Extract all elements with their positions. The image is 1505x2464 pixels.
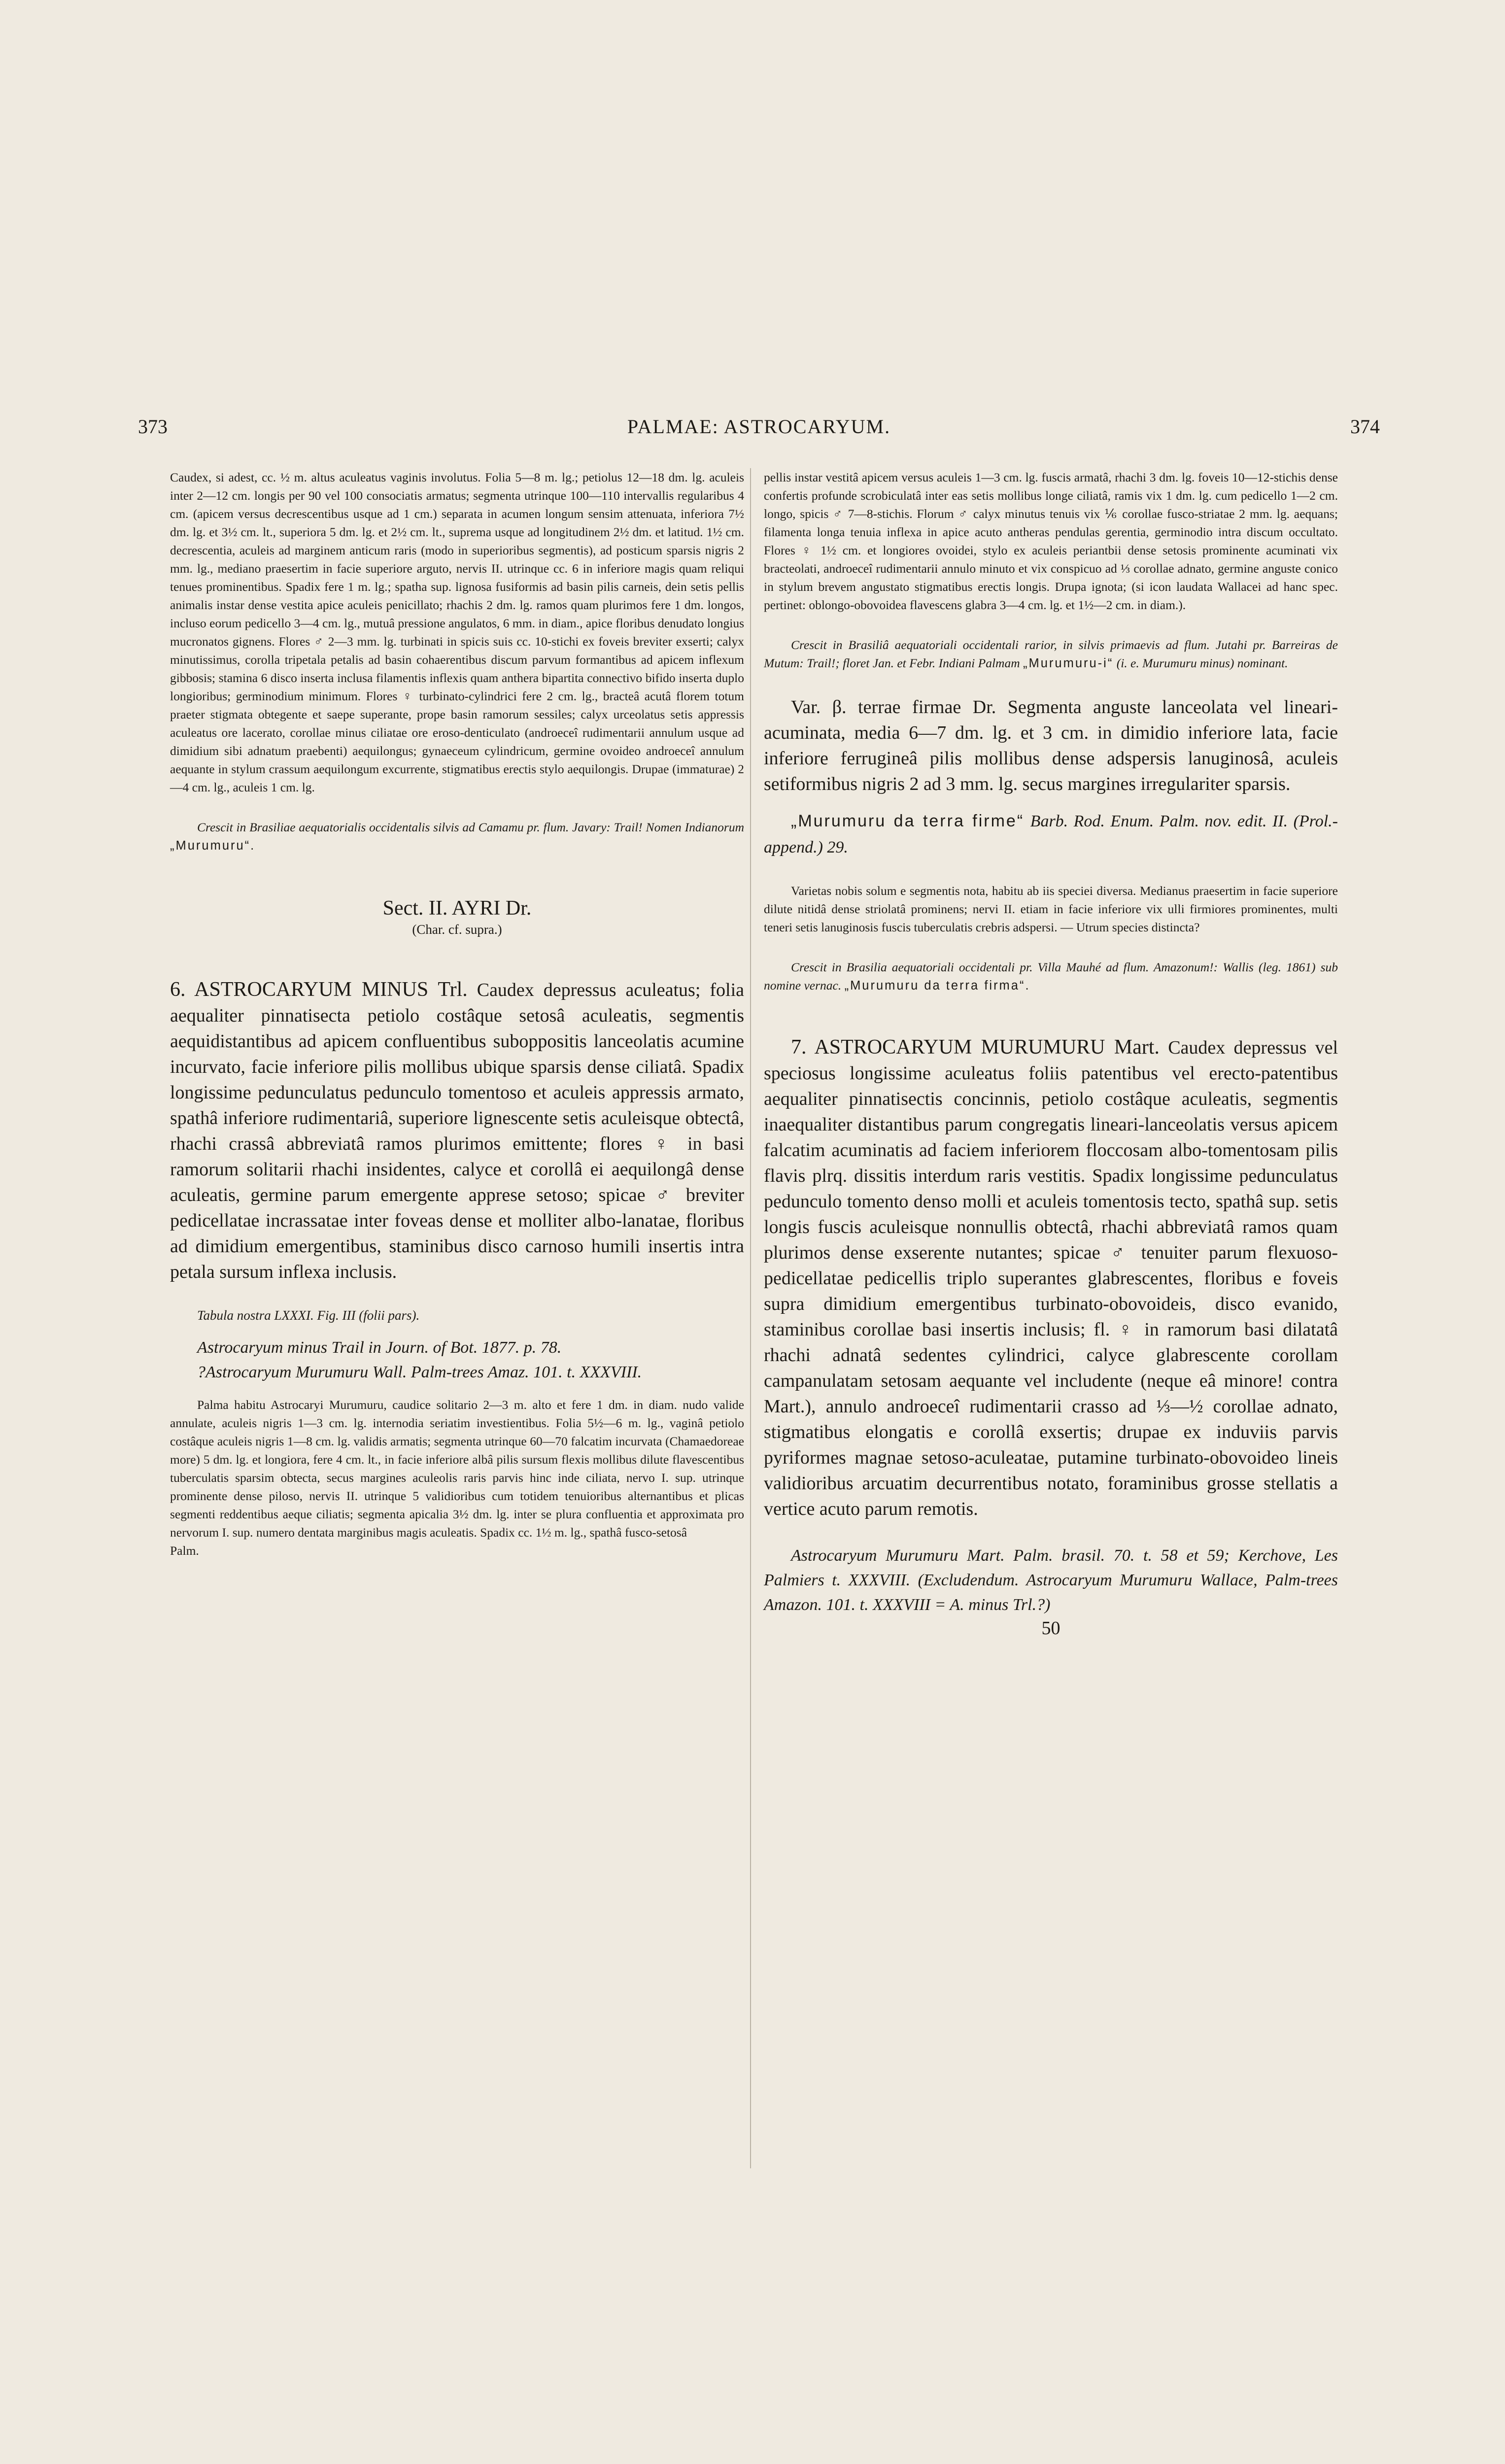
citation-2: ?Astrocaryum Murumuru Wall. Palm-trees Amaz. 101. t. XXXVIII. [197, 1363, 642, 1381]
species-7-citations: Astrocaryum Murumuru Mart. Palm. brasil. 70. t. 58 et 59; Kerchove, Les Palmiers t. XXXVIII. (Excludendum. Astrocaryum Murumuru Wallace, Palm-trees Amazon. 101. t. XXXVIII = A. minus Trl.?) [764, 1546, 1338, 1614]
right-column [764, 468, 1338, 1639]
page-number-left: 373 [138, 415, 168, 438]
vernacular-name-2: „Murumuru da terra firma“. [844, 979, 1030, 992]
species-6-description: Caudex depressus aculeatus; folia aequaliter pinnatisecta petiolo costâque setosâ aculeatis, segmentis aequidistantibus ad apicem confluentibus suboppositis lanceolatis acumine incurvato, facie inferiore pilis mollibus ubique sparsis dense ciliatâ. Spadix longissime pedunculatus pedunculo tomentoso et aculeis appressis armato, spathâ inferiore rudimentariâ, superiore lignescente setis aculeisque obtectâ, rhachi crassâ abbreviatâ ramos plurimos emittente; flores ♀ in basi ramorum solitarii rhachi insidentes, calyce et corollâ ei aequilongâ dense aculeatis, germine parum emergente apprese setoso; spicae ♂ breviter pedicellatae incrassatae inter foveas dense et molliter albo-lanatae, floribus ad dimidium emergentibus, staminibus disco carnoso humili insertis intra petala sursum inflexa inclusis. [170, 980, 745, 1282]
page-header [138, 415, 1380, 449]
species-7-description: Caudex depressus vel speciosus longissime aculeatus foliis patentibus vel erecto-patentibus aequaliter pinnatisectis concinnis, petiolo costâque aculeatis, segmentis inaequaliter distantibus parum congregatis lineari-lanceolatis versus apicem falcatim acuminatis ad faciem inferiorem floccosam albo-tomentosam pilis flavis plrq. dissitis interdum raris vestitis. Spadix longissime pedunculatus pedunculo tomento denso molli et aculeis tomentosis tecto, spathâ sup. setis longis fuscis aculeisque nonnullis obtectâ, rhachi abbreviatâ ramos quam plurimos dense exserente nutantes; spicae ♂ tenuiter parum flexuoso-pedicellatae pedicellis triplo superantes glabrescentes, floribus e foveis supra dimidium emergentibus turbinato-obovoideis, disco evanido, staminibus corollae basi insertis inclusis; fl. ♀ in ramorum basi dilatatâ rhachi adnatâ sedentes cylindrici, calyce glabrescente corollam campanulatam setosam aequante vel includente (neque eâ minore! contra Mart.), annulo androeceî rudimentarii crasso ad ⅓—½ corollae adnato, stigmatibus elongatis e corollâ exsertis; drupae ex induviis parvis pyriformes magnae setoso-aculeatae, putamine turbinato-obovoideo lineis validioribus arcuatim decurrentibus notato, foraminibus grosse stellatis a vertice acuto parum remotis. [764, 1037, 1338, 1519]
column-divider [750, 468, 751, 2168]
locality-paragraph-right [764, 636, 1338, 673]
continued-description: pellis instar vestitâ apicem versus aculeis 1—3 cm. lg. fuscis armatâ, rhachi 3 dm. lg. foveis 10—12-stichis dense confertis profunde scrobiculatâ inter eas setis mollibus longe ciliatâ, ramis vix 1 dm. lg. cum pedicello 1—2 cm. longo, spicis ♂ 7—8-stichis. Florum ♂ calyx minutus tenuis vix ⅙ corollae fusco-striatae 2 mm. lg. aequans; filamenta longa tenuia inflexa in apice acuto antheras pendulas gerentia, germinodio intra discum occultato. Flores ♀ 1½ cm. et longiores ovoidei, stylo ex aculeis periantbii dense setosis prominente acuminati vix bracteolati, androeceî rudimentarii annulo minuto et vix conspicuo ad ⅓ corollae adnato, germine anguste conico in stylum brevem angustato stigmatibus erectis longis. Drupa ignota; (si icon laudata Wallacei ad hanc spec. pertinet: oblongo-obovoidea flavescens glabra 3—4 cm. lg. et 1½—2 cm. in diam.). [764, 470, 1338, 612]
page-footer-right: 50 [1041, 1618, 1060, 1639]
species-7-paragraph [764, 1034, 1338, 1522]
locality-text: Crescit in Brasiliae aequatorialis occidentalis silvis ad Camamu pr. flum. Javary: Trail! Nomen Indianorum [197, 820, 744, 834]
variety-beta: Var. β. terrae firmae Dr. Segmenta anguste lanceolata vel lineari-acuminata, media 6—7 dm. lg. et 3 cm. in dimidio inferiore lata, facie inferiore ferrugineâ pilis mollibus dense adspersis lanuginosâ, aculeis setiformibus nigris 2 ad 3 mm. lg. secus margines irregulariter sparsis. [764, 697, 1338, 794]
caudex-description: Caudex, si adest, cc. ½ m. altus aculeatus vaginis involutus. Folia 5—8 m. lg.; petiolus 12—18 dm. lg. aculeis inter 2—12 cm. longis per 90 vel 100 consociatis armatus; segmenta utrinque 100—110 intervallis regularibus 4 cm. (apicem versus decrescentibus usque ad 1 cm.) separata in acumen longum sensim attenuata, inferiora 7½ dm. lg. et 3½ cm. lt., superiora 5 dm. lg. et 2½ cm. lt., suprema usque ad longitudinem 2½ dm. et latitud. 1½ cm. decrescentia, aculeis ad marginem anticum raris (modo in superioribus segmentis), ad posticum sparsis nigris 2 mm. lg., mediano praesertim in facie superiore arguto, nervis II. utrinque cc. 6 in inferiore magis quam reliqui tenues prominentibus. Spadix fere 1 m. lg.; spatha sup. lignosa fusiformis ad basin pilis carneis, dein setis pellis animalis instar dense vestita apice aculeis penicillato; rhachis 2 dm. lg. ramos quam plurimos fere 1 dm. longos, incluso eorum pedicello 3—4 cm. lg., mutuâ pressione angulatos, 6 mm. in diam., apice floribus denudato longius mucronatos gignens. Flores ♂ 2—3 mm. lg. turbinati in spicis suis cc. 10-stichi ex foveis breviter exserti; calyx minutissimus, corolla tripetala petalis ad basin cohaerentibus discum parvum formantibus ad apicem inflexum gibbosis; stamina 6 disco inserta inclusa filamentis inflexis quam anthera bipartita connectivo bifido inserta duplo longioribus; germinodium minimum. Flores ♀ turbinato-cylindrici fere 2 cm. lg., bracteâ acutâ florem totum praeter stigmata obtegente et saepe superante, prope basin ramorum sessiles; calyx urceolatus setis appressis aculeatus ore lacerato, corollae minus ciliatae ore eroso-denticulato (androeceî rudimentarii annulum usque ad dimidium sibi adnatum praebenti) aequilongus; gynaeceum cylindricum, germine ovoideo androeceî annulum aequante in stylum crassum aequilongum excurrente, stigmatibus erectis stylo aequilongis. Drupae (immaturae) 2—4 cm. lg., aculeis 1 cm. lg. [170, 470, 744, 794]
plate-reference: Tabula nostra LXXXI. Fig. III (folii pars). [197, 1308, 420, 1323]
species-6-paragraph [170, 977, 744, 1285]
running-title: PALMAE: ASTROCARYUM. [627, 415, 891, 438]
section-title: Sect. II. AYRI Dr. [382, 897, 532, 920]
species-6-heading: 6. ASTROCARYUM MINUS Trl. [170, 978, 468, 1001]
locality-paragraph [170, 818, 744, 855]
page-footer-left: Palm. [170, 1543, 199, 1558]
left-column [170, 468, 744, 1560]
citation-1: Astrocaryum minus Trail in Journ. of Bot. 1877. p. 78. [197, 1338, 562, 1357]
page-number-right: 374 [1350, 415, 1380, 438]
section-character: (Char. cf. supra.) [412, 922, 502, 937]
locality-end: (i. e. Murumuru minus) nominant. [1116, 656, 1288, 670]
vernacular-name-right: „Murumuru-i“ [1023, 656, 1114, 670]
variety-citation: Barb. Rod. Enum. Palm. nov. edit. II. (Prol.-append.) 29. [764, 812, 1338, 856]
vernacular-name: „Murumuru“. [170, 839, 256, 853]
variety-citation-paragraph [764, 808, 1338, 860]
species-7-heading: 7. ASTROCARYUM MURUMURU Mart. [791, 1036, 1160, 1059]
variety-notes: Varietas nobis solum e segmentis nota, habitu ab iis speciei diversa. Medianus praesertim in facie superiore dilute nitidâ dense striolatâ prominens; nervi II. etiam in facie inferiore vix ulli firmiores prominentes, multi teneri setis lanuginosis fuscis tuberculatis crebris adspersi. — Utrum species distincta? [764, 884, 1338, 934]
locality-paragraph-2 [764, 958, 1338, 995]
variety-vernacular: „Murumuru da terra firme“ [791, 812, 1025, 830]
locality-text-2: Crescit in Brasilia aequatoriali occidentali pr. Villa Mauhé ad flum. Amazonum!: Wallis (leg. 1861) sub nomine vernac. [764, 960, 1338, 992]
locality-text-right: Crescit in Brasiliâ aequatoriali occidentali rarior, in silvis primaevis ad flum. Jutahi pr. Barreiras de Mutum: Trail!; floret Jan. et Febr. Indiani Palmam [764, 638, 1338, 670]
habit-description: Palma habitu Astrocaryi Murumuru, caudice solitario 2—3 m. alto et fere 1 dm. in diam. nudo valide annulate, aculeis nigris 1—3 cm. lg. internodia seriatim investientibus. Folia 5½—6 m. lg., vaginâ petiolo costâque aculeis nigris 1—8 cm. lg. validis armatis; segmenta utrinque 60—70 falcatim incurvata (Chamaedoreae more) 5 dm. lg. et longiora, fere 4 cm. lt., in facie inferiore albâ pilis sursum flexis mollibus dilute flavescentibus tuberculatis sparsim obtecta, secus margines aculeolis raris parvis hinc inde ciliata, nervo I. sup. utrinque prominente dense piloso, nervis II. utrinque 5 validioribus cum totidem tenuioribus alternantibus et plicas segmenti reddentibus aeque ciliatis; segmenta apicalia 3½ dm. lg. inter se plura confluentia et approximata pro nervorum I. sup. numero dentata marginibus magis aculeatis. Spadix cc. 1½ m. lg., spathâ fusco-setosâ [170, 1398, 744, 1540]
